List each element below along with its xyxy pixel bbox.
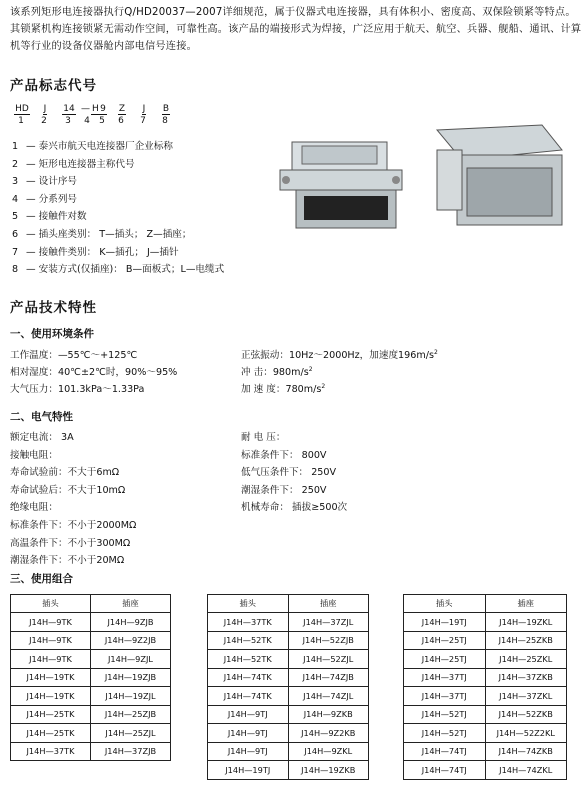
plug-cell: J14H—19TK bbox=[11, 687, 91, 706]
socket-cell: J14H—52Z2KL bbox=[485, 724, 567, 743]
code-diagram bbox=[10, 104, 176, 126]
code-letter: B bbox=[162, 104, 170, 114]
meaning-text: — 分系列号 bbox=[26, 193, 78, 205]
socket-cell: J14H—25ZKB bbox=[485, 631, 567, 650]
code-letter: H bbox=[92, 104, 99, 114]
plug-cell: J14H—9TK bbox=[11, 613, 91, 632]
table-row bbox=[208, 742, 369, 761]
socket-cell: J14H—19ZJB bbox=[91, 668, 171, 687]
meaning-text: — 插头座类别： T—插头； Z—插座； bbox=[26, 229, 192, 240]
meaning-number: 1 bbox=[12, 141, 19, 152]
combo-title: 三、使用组合 bbox=[10, 573, 73, 585]
code-meaning-item bbox=[12, 226, 192, 240]
plug-cell: J14H—25TK bbox=[11, 705, 91, 724]
meaning-number: 5 bbox=[12, 211, 19, 223]
socket-cell: J14H—19ZKB bbox=[288, 761, 369, 780]
table-row bbox=[404, 613, 567, 632]
plug-cell: J14H—37TK bbox=[11, 742, 91, 761]
code-meaning-item bbox=[12, 208, 87, 222]
meaning-text: — 接触件对数 bbox=[26, 211, 87, 223]
plug-cell: J14H—9TJ bbox=[208, 724, 289, 743]
socket-cell: J14H—9Z2KB bbox=[288, 724, 369, 743]
code-part bbox=[56, 104, 80, 126]
header-plug: 插头 bbox=[208, 595, 289, 613]
elec-right-item: 低气压条件下： 250V bbox=[241, 467, 337, 479]
plug-cell: J14H—52TK bbox=[208, 631, 289, 650]
plug-cell: J14H—9TK bbox=[11, 650, 91, 669]
table-row bbox=[11, 687, 171, 706]
socket-cell: J14H—9ZJL bbox=[91, 650, 171, 669]
table-row bbox=[404, 724, 567, 743]
code-number: 1 bbox=[18, 116, 24, 126]
socket-cell: J14H—19ZKL bbox=[485, 613, 567, 632]
socket-cell: J14H—74ZKL bbox=[485, 761, 567, 780]
elec-right-item: 标准条件下： 800V bbox=[241, 449, 327, 461]
meaning-number: 8 bbox=[12, 264, 19, 276]
code-meaning-item bbox=[12, 156, 135, 170]
env-temperature: 工作温度：—55℃～+125℃ bbox=[10, 350, 138, 361]
table-row bbox=[208, 724, 369, 743]
table-row bbox=[208, 631, 369, 650]
code-number: 3 bbox=[65, 116, 71, 126]
code-meaning-item bbox=[12, 191, 77, 205]
plug-cell: J14H—37TJ bbox=[404, 668, 486, 687]
marking-title: 产品标志代号 bbox=[10, 78, 97, 94]
meaning-number: 4 bbox=[12, 193, 19, 205]
socket-cell: J14H—74ZJL bbox=[288, 687, 369, 706]
socket-cell: J14H—37ZJB bbox=[91, 742, 171, 761]
combo-table-3 bbox=[403, 594, 567, 780]
socket-cell: J14H—37ZKB bbox=[485, 668, 567, 687]
code-letter: Z bbox=[118, 104, 126, 114]
plug-cell: J14H—25TK bbox=[11, 724, 91, 743]
code-number: 6 bbox=[118, 116, 124, 126]
table-row bbox=[404, 761, 567, 780]
table-row bbox=[404, 631, 567, 650]
env-humidity: 相对湿度：40℃±2℃时，90%～95% bbox=[10, 367, 178, 378]
plug-cell: J14H—19TJ bbox=[404, 613, 486, 632]
env-title: 一、使用环境条件 bbox=[10, 328, 94, 340]
plug-cell: J14H—74TK bbox=[208, 687, 289, 706]
header-plug: 插头 bbox=[11, 595, 91, 613]
plug-cell: J14H—37TK bbox=[208, 613, 289, 632]
tech-title: 产品技术特性 bbox=[10, 300, 97, 316]
env-pressure: 大气压力：101.3kPa～1.33Pa bbox=[10, 384, 145, 395]
code-meaning-item bbox=[12, 173, 77, 187]
intro-paragraph: 该系列矩形电连接器执行Q/HD20037—2007详细规范，属于仪器式电连接器，具有体积小、密度高、双保险锁紧等特点。其锁紧机构连接锁紧无需动作空间，可靠性高。该产品的端接形式为焊接，广泛应用于航天、航空、兵器、舰船、通讯、计算机等行业的设备仪器舱内部电信号连接。 bbox=[10, 7, 582, 52]
plug-cell: J14H—9TJ bbox=[208, 742, 289, 761]
code-number: 2 bbox=[41, 116, 47, 126]
table-row bbox=[208, 687, 369, 706]
combo-table-2 bbox=[207, 594, 369, 780]
plug-cell: J14H—74TK bbox=[208, 668, 289, 687]
socket-image bbox=[437, 125, 562, 225]
elec-left-item: 潮湿条件下：不小于20MΩ bbox=[10, 555, 125, 567]
socket-cell: J14H—9ZKB bbox=[288, 705, 369, 724]
meaning-text: — 接触件类别： K—插孔； J—插针 bbox=[26, 246, 179, 258]
meaning-text: — 泰兴市航天电连接器厂企业标称 bbox=[26, 141, 173, 152]
env-sine-vibration: 正弦振动：10Hz～2000Hz，加速度$196m/s^2$ bbox=[241, 348, 438, 361]
socket-cell: J14H—25ZJB bbox=[91, 705, 171, 724]
code-part bbox=[32, 104, 56, 126]
plug-cell: J14H—19TK bbox=[11, 668, 91, 687]
plug-cell: J14H—25TJ bbox=[404, 631, 486, 650]
plug-cell: J14H—52TK bbox=[208, 650, 289, 669]
plug-cell: J14H—74TJ bbox=[404, 761, 486, 780]
plug-cell: J14H—52TJ bbox=[404, 705, 486, 724]
connector-images bbox=[272, 120, 572, 235]
socket-cell: J14H—19ZJL bbox=[91, 687, 171, 706]
code-number: 4 bbox=[84, 116, 90, 126]
table-row bbox=[208, 761, 369, 780]
elec-left-item: 寿命试验后：不大于10mΩ bbox=[10, 484, 126, 496]
meaning-number: 2 bbox=[12, 158, 19, 170]
socket-cell: J14H—37ZKL bbox=[485, 687, 567, 706]
elec-left-item: 标准条件下：不小于2000MΩ bbox=[10, 520, 137, 531]
meaning-text: — 设计序号 bbox=[26, 176, 78, 188]
table-row bbox=[404, 650, 567, 669]
code-part bbox=[132, 104, 154, 126]
socket-cell: J14H—37ZJL bbox=[288, 613, 369, 632]
table-row bbox=[208, 650, 369, 669]
header-socket: 插座 bbox=[485, 595, 567, 613]
socket-cell: J14H—52ZJB bbox=[288, 631, 369, 650]
elec-right-item: 耐 电 压： bbox=[241, 432, 286, 443]
plug-cell: J14H—9TJ bbox=[208, 705, 289, 724]
env-acceleration: 加 速 度：$780m/s^2$ bbox=[241, 382, 326, 395]
table-row bbox=[11, 742, 171, 761]
elec-left-item: 高温条件下：不小于300MΩ bbox=[10, 537, 131, 549]
table-row bbox=[404, 705, 567, 724]
plug-cell: J14H—52TJ bbox=[404, 724, 486, 743]
combo-table-1 bbox=[10, 594, 171, 761]
code-letter: J bbox=[142, 104, 146, 114]
plug-cell: J14H—9TK bbox=[11, 631, 91, 650]
code-part bbox=[110, 104, 132, 126]
socket-cell: J14H—25ZJL bbox=[91, 724, 171, 743]
elec-title: 二、电气特性 bbox=[10, 411, 73, 423]
socket-cell: J14H—52ZJL bbox=[288, 650, 369, 669]
plug-image bbox=[280, 142, 402, 228]
table-row bbox=[208, 613, 369, 632]
header-socket: 插座 bbox=[288, 595, 369, 613]
meaning-number: 6 bbox=[12, 229, 19, 240]
table-header-row bbox=[404, 595, 567, 613]
elec-right-item: 机械寿命： 插拔≥500次 bbox=[241, 502, 348, 514]
meaning-text: — 安装方式(仅插座)： B—面板式；L—电缆式 bbox=[26, 264, 225, 276]
elec-left-item: 额定电流： 3A bbox=[10, 432, 74, 443]
code-number: 5 bbox=[99, 116, 105, 126]
elec-left-item: 寿命试验前：不大于6mΩ bbox=[10, 467, 120, 479]
code-letter: J bbox=[43, 104, 47, 114]
elec-right-item: 潮湿条件下： 250V bbox=[241, 484, 327, 496]
plug-cell: J14H—37TJ bbox=[404, 687, 486, 706]
code-meaning-item bbox=[12, 138, 173, 152]
socket-cell: J14H—74ZKB bbox=[485, 742, 567, 761]
code-separator: — bbox=[81, 104, 90, 114]
elec-left-item: 接触电阻： bbox=[10, 449, 58, 461]
table-row bbox=[11, 724, 171, 743]
code-letter: 14 bbox=[63, 104, 75, 114]
meaning-number: 3 bbox=[12, 176, 19, 188]
plug-cell: J14H—25TJ bbox=[404, 650, 486, 669]
code-part bbox=[94, 104, 110, 126]
table-row bbox=[11, 668, 171, 687]
code-part bbox=[10, 104, 32, 126]
table-row bbox=[404, 687, 567, 706]
code-number: 8 bbox=[162, 116, 168, 126]
elec-left-item: 绝缘电阻： bbox=[10, 502, 58, 514]
socket-cell: J14H—9Z2JB bbox=[91, 631, 171, 650]
code-part bbox=[154, 104, 176, 126]
meaning-text: — 矩形电连接器主称代号 bbox=[26, 158, 135, 170]
table-row bbox=[11, 613, 171, 632]
code-letter: HD bbox=[15, 104, 29, 114]
header-socket: 插座 bbox=[91, 595, 171, 613]
header-plug: 插头 bbox=[404, 595, 486, 613]
table-row bbox=[11, 705, 171, 724]
table-row bbox=[11, 631, 171, 650]
socket-cell: J14H—74ZJB bbox=[288, 668, 369, 687]
table-row bbox=[208, 668, 369, 687]
table-header-row bbox=[208, 595, 369, 613]
table-header-row bbox=[11, 595, 171, 613]
socket-cell: J14H—9ZKL bbox=[288, 742, 369, 761]
table-row bbox=[208, 705, 369, 724]
plug-cell: J14H—19TJ bbox=[208, 761, 289, 780]
code-meaning-item bbox=[12, 244, 179, 258]
code-letter: 9 bbox=[100, 104, 106, 114]
table-row bbox=[11, 650, 171, 669]
socket-cell: J14H—52ZKB bbox=[485, 705, 567, 724]
table-row bbox=[404, 742, 567, 761]
socket-cell: J14H—9ZJB bbox=[91, 613, 171, 632]
code-part bbox=[80, 104, 99, 126]
code-meaning-item bbox=[12, 261, 224, 275]
code-number: 7 bbox=[140, 116, 146, 126]
env-shock: 冲 击：$980m/s^2$ bbox=[241, 365, 313, 378]
plug-cell: J14H—74TJ bbox=[404, 742, 486, 761]
socket-cell: J14H—25ZKL bbox=[485, 650, 567, 669]
table-row bbox=[404, 668, 567, 687]
meaning-number: 7 bbox=[12, 246, 19, 258]
